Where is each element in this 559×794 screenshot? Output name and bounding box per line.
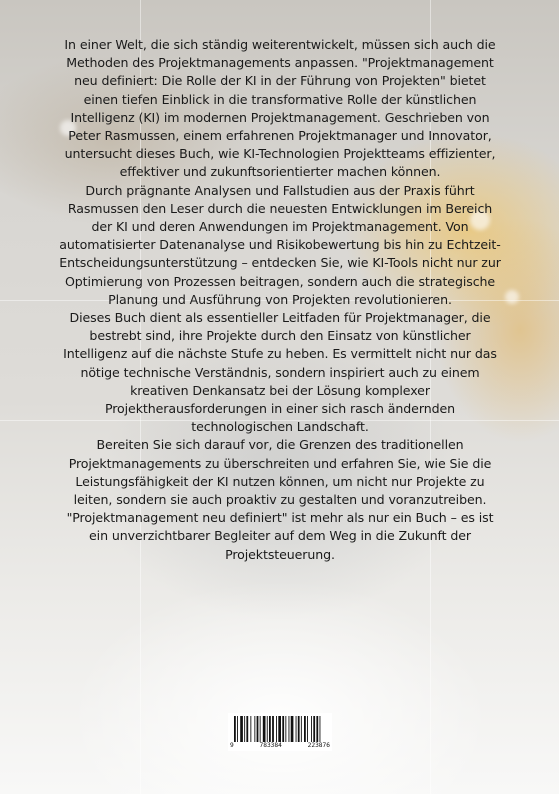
barcode-stripe — [316, 716, 318, 742]
barcode-digit-group: 223876 — [307, 742, 330, 749]
barcode-stripe — [254, 716, 255, 742]
barcode-stripe — [296, 716, 297, 742]
barcode-bars — [234, 716, 326, 742]
barcode-stripe — [304, 716, 306, 742]
barcode-stripe — [301, 716, 302, 742]
barcode-stripe — [276, 716, 277, 742]
blurb-paragraph: Bereiten Sie sich darauf vor, die Grenzen des traditionellen Projektmanagements zu überschreiten und erfahren Sie, wie Sie die Leistungsfähigkeit der KI nutzen können, um nicht nur Projekte zu leiten, sondern sie auch proaktiv zu gestalten und voranzutreiben. "Projektmanagement neu definiert" ist mehr als nur ein Buch – es ist ein unverzichtbarer Begleiter auf dem Weg in die Zukunft der Projektsteuerung. — [66, 437, 494, 562]
barcode-stripe — [320, 716, 321, 742]
barcode-stripe — [311, 716, 312, 742]
blurb-text — [56, 36, 504, 564]
barcode-stripe — [257, 716, 259, 742]
blurb-paragraph: In einer Welt, die sich ständig weiterentwickelt, müssen sich auch die Methoden des Projektmanagements anpassen. "Projektmanagement neu definiert: Die Rolle der KI in der Führung von Projekten" bietet einen tiefen Einblick in die transformative Rolle der künstlichen Intelligenz (KI) im modernen Projektmanagement. Geschrieben von Peter Rasmussen, einem erfahrenen Projektmanager und Innovator, untersucht dieses Buch, wie KI-Technologien Projektteams effizienter, effektiver und zukunftsorientierter machen können. — [64, 37, 496, 180]
barcode-stripe — [278, 716, 281, 742]
background-glow — [505, 290, 519, 304]
barcode-digit-group: 783384 — [259, 742, 282, 749]
barcode-stripe — [298, 716, 300, 742]
barcode-stripe — [240, 716, 243, 742]
barcode-stripe — [246, 716, 248, 742]
barcode-stripe — [313, 716, 315, 742]
barcode-stripe — [282, 716, 284, 742]
barcode-digits — [230, 742, 330, 749]
barcode-stripe — [307, 716, 308, 742]
barcode-stripe — [244, 716, 245, 742]
isbn-barcode — [228, 713, 332, 751]
blurb-paragraph: Durch prägnante Analysen und Fallstudien aus der Praxis führt Rasmussen den Leser durch die neuesten Entwicklungen im Bereich der KI und deren Anwendungen im Projektmanagement. Von automatisierter Datenanalyse und Risikobewertung bis hin zu Echtzeit-Entscheidungsunterstützung – entdecken Sie, wie KI-Tools nicht nur zur Optimierung von Prozessen beitragen, sondern auch die strategische Planung und Ausführung von Projekten revolutionieren. — [59, 182, 501, 307]
barcode-stripe — [272, 716, 274, 742]
barcode-stripe — [237, 716, 238, 742]
barcode-stripe — [285, 716, 286, 742]
barcode-stripe — [234, 716, 236, 742]
barcode-stripe — [269, 716, 271, 742]
barcode-stripe — [291, 716, 294, 742]
barcode-digit-lead: 9 — [230, 742, 234, 749]
barcode-stripe — [250, 716, 251, 742]
barcode-stripe — [289, 716, 290, 742]
barcode-stripe — [267, 716, 268, 742]
barcode-stripe — [260, 716, 261, 742]
blurb-paragraph: Dieses Buch dient als essentieller Leitfaden für Projektmanager, die bestrebt sind, ihre Projekte durch den Einsatz von künstlicher Intelligenz auf die nächste Stufe zu heben. Es vermittelt nicht nur das nötige technische Verständnis, sondern inspiriert auch zu einem kreativen Denkansatz bei der Lösung komplexer Projektherausforderungen in einer sich rasch ändernden technologischen Landschaft. — [63, 310, 497, 435]
barcode-stripe — [263, 716, 266, 742]
